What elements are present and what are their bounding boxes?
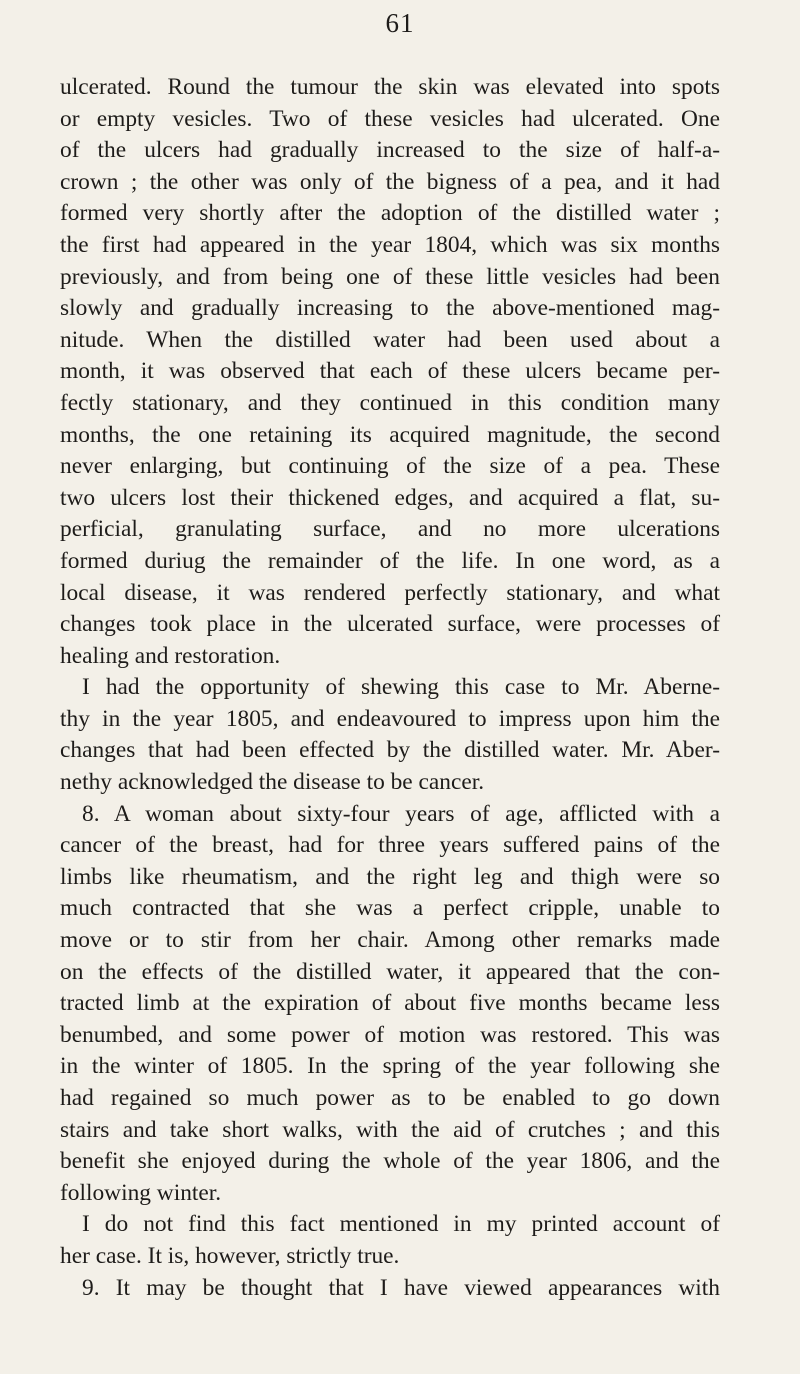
body-text: [60, 72, 720, 1304]
text-line: nethy acknowledged the disease to be cancer.: [60, 769, 485, 796]
text-line: perficial, granulating surface, and no more ulcerations: [60, 516, 720, 543]
text-line: healing and restoration.: [60, 642, 281, 669]
text-line: slowly and gradually increasing to the above-mentioned mag-: [60, 295, 720, 322]
text-line: ulcerated. Round the tumour the skin was elevated into spots: [60, 74, 720, 100]
text-line: benefit she enjoyed during the whole of the year 1806, and the: [60, 1148, 720, 1175]
text-line: two ulcers lost their thickened edges, and acquired a flat, su-: [60, 484, 720, 511]
text-line: fectly stationary, and they continued in this condition many: [60, 389, 720, 416]
text-line: tracted limb at the expiration of about five months became less: [60, 990, 720, 1017]
text-line: month, it was observed that each of these ulcers became per-: [60, 358, 720, 385]
text-line: I do not find this fact mentioned in my printed account of: [82, 1211, 720, 1238]
text-line: move or to stir from her chair. Among other remarks made: [60, 927, 720, 954]
text-line: benumbed, and some power of motion was restored. This was: [60, 1021, 720, 1048]
page-number: 61: [385, 8, 415, 38]
text-line: previously, and from being one of these little vesicles had been: [60, 263, 720, 290]
text-line: nitude. When the distilled water had been used about a: [60, 326, 720, 353]
text-line: on the effects of the distilled water, it appeared that the con-: [60, 958, 720, 985]
text-line: following winter.: [60, 1179, 222, 1206]
text-line: of the ulcers had gradually increased to the size of half-a-: [60, 137, 720, 164]
text-line: thy in the year 1805, and endeavoured to impress upon him the: [60, 705, 720, 732]
text-line: formed very shortly after the adoption of the distilled water ;: [60, 200, 720, 227]
text-line: crown ; the other was only of the bigness of a pea, and it had: [60, 168, 720, 195]
text-line: had regained so much power as to be enabled to go down: [60, 1085, 720, 1111]
text-line: local disease, it was rendered perfectly stationary, and what: [60, 579, 720, 606]
text-line: limbs like rheumatism, and the right leg and thigh were so: [60, 863, 720, 890]
text-line: 8. A woman about sixty-four years of age, afflicted with a: [82, 800, 720, 827]
text-line: never enlarging, but continuing of the size of a pea. These: [60, 453, 720, 480]
text-line: or empty vesicles. Two of these vesicles had ulcerated. One: [60, 105, 720, 132]
text-line: the first had appeared in the year 1804, which was six months: [60, 231, 720, 258]
text-line: formed duriug the remainder of the life. In one word, as a: [60, 547, 720, 574]
text-line: months, the one retaining its acquired magnitude, the second: [60, 421, 720, 448]
text-line: changes that had been effected by the distilled water. Mr. Aber-: [60, 737, 720, 764]
text-line: stairs and take short walks, with the aid of crutches ; and this: [60, 1116, 720, 1143]
text-line: 9. It may be thought that I have viewed appearances with: [82, 1274, 720, 1301]
text-line: changes took place in the ulcerated surface, were processes of: [60, 611, 720, 638]
text-line: I had the opportunity of shewing this case to Mr. Aberne-: [82, 674, 720, 701]
text-line: much contracted that she was a perfect cripple, unable to: [60, 895, 720, 922]
text-line: in the winter of 1805. In the spring of the year following she: [60, 1053, 720, 1080]
text-line: her case. It is, however, strictly true.: [60, 1242, 400, 1269]
text-line: cancer of the breast, had for three years suffered pains of the: [60, 832, 720, 859]
